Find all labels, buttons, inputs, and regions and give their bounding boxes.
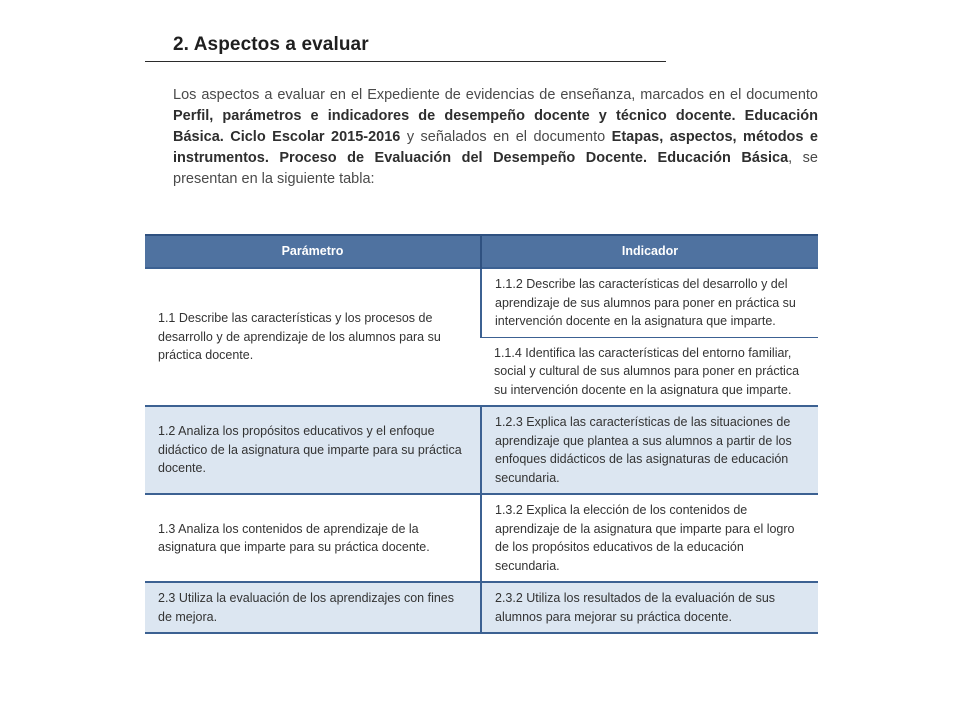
intro-bold-doc-2: Etapas, aspectos, métodos e instrumentos. Proceso de Evaluación del Desempeño Docente. Educación Básica xyxy=(173,129,818,166)
intro-text-3: , se presentan en la siguiente tabla: xyxy=(173,150,818,187)
parametro-cell: 2.3 Utiliza la evaluación de los aprendizajes con fines de mejora. xyxy=(145,582,481,633)
parametro-cell: 1.2 Analiza los propósitos educativos y el enfoque didáctico de la asignatura que imparte para su práctica docente. xyxy=(145,406,481,494)
header-indicador: Indicador xyxy=(481,235,818,268)
heading-underline xyxy=(145,61,666,62)
indicador-cell: 1.1.2 Describe las características del desarrollo y del aprendizaje de sus alumnos para poner en práctica su intervención docente en la asignatura que imparte. xyxy=(481,268,818,337)
table-row xyxy=(145,268,818,337)
intro-bold-doc-1: Perfil, parámetros e indicadores de desempeño docente y técnico docente. Educación Básica. Ciclo Escolar 2015-2016 xyxy=(173,108,818,145)
intro-text-1: Los aspectos a evaluar en el Expediente de evidencias de enseñanza, marcados en el documento xyxy=(173,87,818,103)
table-row xyxy=(145,582,818,633)
indicador-cell: 1.3.2 Explica la elección de los contenidos de aprendizaje de la asignatura que imparte para el logro de los propósitos educativos de la educación secundaria. xyxy=(481,494,818,582)
table-header-row xyxy=(145,235,818,268)
table-row xyxy=(145,406,818,494)
intro-paragraph xyxy=(173,85,818,190)
indicador-cell: 1.1.4 Identifica las características del entorno familiar, social y cultural de sus alumnos para poner en práctica su intervención docente en la asignatura que imparte. xyxy=(481,337,818,406)
table-row xyxy=(145,494,818,582)
parametro-cell: 1.1 Describe las características y los procesos de desarrollo y de aprendizaje de los alumnos para su práctica docente. xyxy=(145,268,481,406)
intro-text-2: y señalados en el documento xyxy=(400,129,612,145)
indicador-cell: 2.3.2 Utiliza los resultados de la evaluación de sus alumnos para mejorar su práctica docente. xyxy=(481,582,818,633)
section-heading: 2. Aspectos a evaluar xyxy=(173,34,369,55)
header-parametro: Parámetro xyxy=(145,235,481,268)
evaluation-table xyxy=(145,234,818,634)
parametro-cell: 1.3 Analiza los contenidos de aprendizaje de la asignatura que imparte para su práctica docente. xyxy=(145,494,481,582)
indicador-cell: 1.2.3 Explica las características de las situaciones de aprendizaje que plantea a sus alumnos a partir de los enfoques didácticos de las asignaturas de educación secundaria. xyxy=(481,406,818,494)
